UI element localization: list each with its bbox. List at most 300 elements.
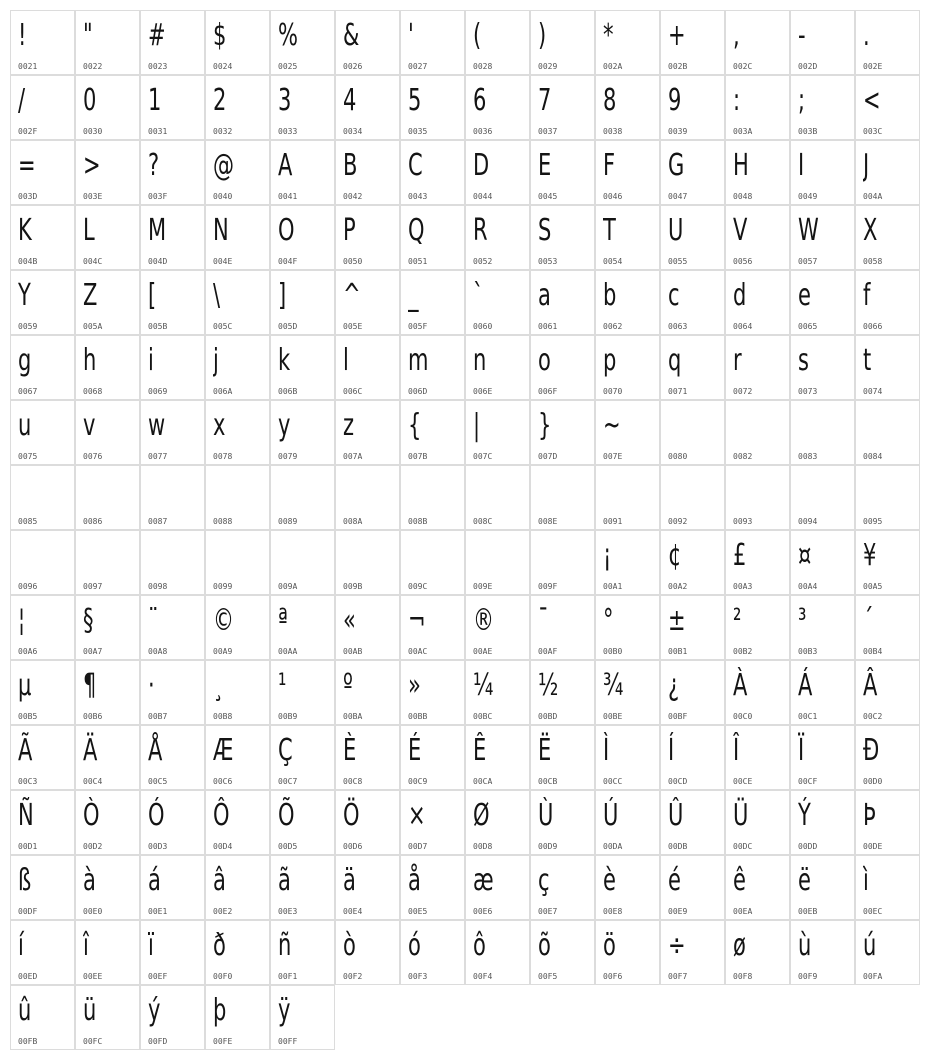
glyph-cell [660, 530, 725, 595]
glyph-sample: Ï [798, 733, 805, 768]
glyph-codepoint-label: 0038 [603, 127, 623, 136]
glyph-cell [400, 790, 465, 855]
glyph-codepoint-label: 005A [83, 322, 103, 331]
glyph-cell [530, 335, 595, 400]
glyph-sample: ÿ [278, 993, 291, 1028]
glyph-cell [790, 75, 855, 140]
glyph-sample: ¹ [278, 668, 287, 703]
glyph-sample [343, 535, 379, 577]
glyph-sample: Y [18, 278, 31, 313]
glyph-cell [660, 790, 725, 855]
glyph-sample: « [343, 603, 356, 638]
glyph-sample: ¨ [148, 603, 159, 638]
glyph-codepoint-label: 0034 [343, 127, 363, 136]
glyph-codepoint-label: 003A [733, 127, 753, 136]
glyph-cell [725, 400, 790, 465]
glyph-codepoint-label: 002D [798, 62, 818, 71]
glyph-codepoint-label: 00AA [278, 647, 298, 656]
glyph-codepoint-label: 00E2 [213, 907, 233, 916]
glyph-codepoint-label: 00B3 [798, 647, 818, 656]
glyph-codepoint-label: 0058 [863, 257, 883, 266]
glyph-sample: S [538, 213, 552, 248]
glyph-sample: : [733, 83, 741, 118]
glyph-codepoint-label: 0094 [798, 517, 818, 526]
glyph-sample: þ [213, 993, 227, 1028]
glyph-sample: ý [148, 993, 161, 1028]
glyph-sample [278, 470, 314, 512]
glyph-cell [725, 725, 790, 790]
glyph-cell [400, 725, 465, 790]
glyph-cell [205, 75, 270, 140]
glyph-cell [75, 530, 140, 595]
glyph-sample: " [83, 18, 93, 53]
glyph-sample: ± [668, 603, 686, 638]
glyph-cell [595, 725, 660, 790]
glyph-cell [855, 660, 920, 725]
glyph-codepoint-label: 00F6 [603, 972, 623, 981]
glyph-sample: ½ [538, 668, 559, 703]
glyph-sample: ¢ [668, 538, 682, 573]
glyph-sample: Ê [473, 733, 487, 768]
glyph-sample: ? [148, 148, 160, 183]
glyph-cell [790, 855, 855, 920]
glyph-codepoint-label: 0092 [668, 517, 688, 526]
glyph-codepoint-label: 008A [343, 517, 363, 526]
glyph-sample: _ [408, 278, 419, 313]
glyph-sample: 0 [83, 83, 97, 118]
glyph-codepoint-label: 0069 [148, 387, 168, 396]
glyph-codepoint-label: 00D4 [213, 842, 233, 851]
glyph-codepoint-label: 00F5 [538, 972, 558, 981]
glyph-cell [10, 855, 75, 920]
glyph-sample: U [668, 213, 684, 248]
glyph-codepoint-label: 0055 [668, 257, 688, 266]
glyph-codepoint-label: 0064 [733, 322, 753, 331]
glyph-sample: E [538, 148, 552, 183]
glyph-cell [855, 10, 920, 75]
glyph-sample: Ä [83, 733, 98, 768]
glyph-sample: ¾ [603, 668, 624, 703]
glyph-cell [660, 140, 725, 205]
glyph-sample: ÷ [668, 928, 686, 963]
glyph-codepoint-label: 00C4 [83, 777, 103, 786]
glyph-sample [538, 470, 574, 512]
glyph-sample [603, 470, 639, 512]
glyph-cell [595, 465, 660, 530]
glyph-sample: f [863, 278, 871, 313]
glyph-sample: û [18, 993, 32, 1028]
glyph-sample: ] [278, 278, 287, 313]
glyph-cell [855, 725, 920, 790]
glyph-codepoint-label: 00B5 [18, 712, 38, 721]
glyph-codepoint-label: 00CD [668, 777, 688, 786]
glyph-codepoint-label: 007E [603, 452, 623, 461]
glyph-cell [790, 660, 855, 725]
glyph-sample: ä [343, 863, 356, 898]
glyph-cell [140, 400, 205, 465]
glyph-codepoint-label: 00C5 [148, 777, 168, 786]
glyph-cell [400, 400, 465, 465]
glyph-cell [335, 75, 400, 140]
glyph-codepoint-label: 00C0 [733, 712, 753, 721]
glyph-codepoint-label: 006D [408, 387, 428, 396]
glyph-sample: È [343, 733, 357, 768]
glyph-sample: ê [733, 863, 746, 898]
glyph-sample: Ö [343, 798, 360, 833]
glyph-cell [725, 335, 790, 400]
glyph-codepoint-label: 0088 [213, 517, 233, 526]
glyph-sample [408, 535, 444, 577]
glyph-codepoint-label: 00CC [603, 777, 623, 786]
glyph-sample: á [148, 863, 161, 898]
glyph-codepoint-label: 00D7 [408, 842, 428, 851]
glyph-codepoint-label: 004E [213, 257, 233, 266]
glyph-codepoint-label: 002A [603, 62, 623, 71]
glyph-cell [10, 205, 75, 270]
glyph-sample: D [473, 148, 490, 183]
glyph-sample: C [408, 148, 423, 183]
glyph-codepoint-label: 0039 [668, 127, 688, 136]
glyph-sample: ñ [278, 928, 292, 963]
glyph-cell [205, 205, 270, 270]
glyph-sample [473, 470, 509, 512]
glyph-codepoint-label: 0076 [83, 452, 103, 461]
glyph-sample [798, 405, 834, 447]
glyph-cell [400, 660, 465, 725]
glyph-sample: × [408, 798, 426, 833]
glyph-sample: % [278, 18, 298, 53]
glyph-cell [595, 855, 660, 920]
glyph-sample: ¥ [863, 538, 877, 573]
glyph-cell [75, 985, 140, 1050]
glyph-sample: ¯ [538, 603, 549, 638]
glyph-cell [205, 140, 270, 205]
glyph-cell [530, 270, 595, 335]
glyph-cell [400, 10, 465, 75]
glyph-codepoint-label: 00F7 [668, 972, 688, 981]
glyph-codepoint-label: 0054 [603, 257, 623, 266]
glyph-sample: I [798, 148, 805, 183]
glyph-sample: © [213, 603, 234, 638]
glyph-cell [595, 920, 660, 985]
glyph-codepoint-label: 004A [863, 192, 883, 201]
glyph-cell [465, 855, 530, 920]
glyph-cell [530, 530, 595, 595]
glyph-sample: Ã [18, 733, 33, 768]
glyph-sample: Ç [278, 733, 293, 768]
glyph-sample: Ü [733, 798, 749, 833]
glyph-cell [205, 530, 270, 595]
glyph-sample: , [733, 18, 740, 53]
glyph-cell [790, 335, 855, 400]
glyph-sample: @ [213, 148, 234, 183]
glyph-cell [75, 660, 140, 725]
glyph-cell [140, 465, 205, 530]
glyph-sample: $ [213, 18, 227, 53]
glyph-cell [140, 205, 205, 270]
glyph-codepoint-label: 0068 [83, 387, 103, 396]
glyph-cell [75, 75, 140, 140]
glyph-cell [595, 140, 660, 205]
glyph-cell [530, 140, 595, 205]
glyph-cell [595, 335, 660, 400]
glyph-cell [530, 75, 595, 140]
glyph-sample: Ø [473, 798, 490, 833]
glyph-cell [270, 400, 335, 465]
glyph-codepoint-label: 0061 [538, 322, 558, 331]
glyph-cell [140, 140, 205, 205]
glyph-cell [530, 10, 595, 75]
glyph-sample: º [343, 668, 353, 703]
glyph-sample: B [343, 148, 358, 183]
glyph-cell [465, 270, 530, 335]
glyph-codepoint-label: 0082 [733, 452, 753, 461]
glyph-sample: ~ [603, 408, 621, 443]
glyph-codepoint-label: 0037 [538, 127, 558, 136]
glyph-cell [465, 335, 530, 400]
glyph-sample: æ [473, 863, 494, 898]
glyph-cell [725, 205, 790, 270]
glyph-cell [790, 400, 855, 465]
glyph-cell [465, 465, 530, 530]
glyph-cell [595, 10, 660, 75]
glyph-codepoint-label: 00FA [863, 972, 883, 981]
glyph-cell [75, 140, 140, 205]
glyph-codepoint-label: 00AF [538, 647, 558, 656]
glyph-codepoint-label: 00BA [343, 712, 363, 721]
glyph-cell [205, 595, 270, 660]
glyph-sample: O [278, 213, 295, 248]
glyph-sample: < [863, 83, 881, 118]
glyph-codepoint-label: 00EF [148, 972, 168, 981]
glyph-cell [790, 595, 855, 660]
glyph-codepoint-label: 00EC [863, 907, 883, 916]
glyph-codepoint-label: 0022 [83, 62, 103, 71]
glyph-codepoint-label: 007A [343, 452, 363, 461]
glyph-sample: Å [148, 733, 163, 768]
glyph-cell [75, 920, 140, 985]
glyph-cell [465, 660, 530, 725]
glyph-sample: Ú [603, 798, 619, 833]
glyph-sample: Á [798, 668, 813, 703]
glyph-sample [213, 470, 249, 512]
glyph-codepoint-label: 00BB [408, 712, 428, 721]
glyph-sample: 2 [213, 83, 227, 118]
glyph-codepoint-label: 0075 [18, 452, 38, 461]
glyph-sample: ø [733, 928, 746, 963]
glyph-cell [855, 270, 920, 335]
glyph-cell [205, 270, 270, 335]
glyph-sample: µ [18, 668, 32, 703]
glyph-codepoint-label: 0032 [213, 127, 233, 136]
glyph-codepoint-label: 0074 [863, 387, 883, 396]
glyph-cell [790, 465, 855, 530]
glyph-sample: a [538, 278, 551, 313]
glyph-sample: Æ [213, 733, 234, 768]
glyph-codepoint-label: 008E [538, 517, 558, 526]
glyph-codepoint-label: 00E6 [473, 907, 493, 916]
glyph-sample: À [733, 668, 748, 703]
glyph-codepoint-label: 00DD [798, 842, 818, 851]
glyph-cell [75, 595, 140, 660]
glyph-codepoint-label: 005B [148, 322, 168, 331]
glyph-sample: 1 [148, 83, 162, 118]
glyph-cell [855, 400, 920, 465]
glyph-sample: ^ [343, 278, 361, 313]
glyph-codepoint-label: 0049 [798, 192, 818, 201]
glyph-sample: ï [148, 928, 154, 963]
glyph-cell [595, 205, 660, 270]
glyph-codepoint-label: 00A6 [18, 647, 38, 656]
glyph-codepoint-label: 0045 [538, 192, 558, 201]
glyph-cell [140, 790, 205, 855]
glyph-cell [530, 855, 595, 920]
glyph-sample: Ý [798, 798, 811, 833]
glyph-codepoint-label: 0043 [408, 192, 428, 201]
glyph-cell [75, 725, 140, 790]
glyph-codepoint-label: 00E3 [278, 907, 298, 916]
glyph-sample: Z [83, 278, 98, 313]
glyph-sample [148, 535, 184, 577]
glyph-codepoint-label: 009A [278, 582, 298, 591]
glyph-sample: J [863, 148, 870, 183]
glyph-cell [10, 140, 75, 205]
glyph-codepoint-label: 00F3 [408, 972, 428, 981]
glyph-sample: x [213, 408, 226, 443]
glyph-chart-grid [10, 10, 920, 1050]
glyph-codepoint-label: 002B [668, 62, 688, 71]
glyph-cell [335, 465, 400, 530]
glyph-cell [10, 270, 75, 335]
glyph-cell [595, 660, 660, 725]
glyph-sample: 4 [343, 83, 357, 118]
glyph-cell [725, 920, 790, 985]
glyph-sample: ) [538, 18, 547, 53]
glyph-sample [863, 470, 899, 512]
glyph-codepoint-label: 009C [408, 582, 428, 591]
glyph-cell [205, 790, 270, 855]
glyph-sample [148, 470, 184, 512]
glyph-codepoint-label: 002F [18, 127, 38, 136]
glyph-sample: r [733, 343, 742, 378]
glyph-sample: V [733, 213, 748, 248]
glyph-sample: è [603, 863, 616, 898]
glyph-sample: ß [18, 863, 32, 898]
glyph-sample [343, 470, 379, 512]
glyph-cell [660, 400, 725, 465]
glyph-codepoint-label: 00B2 [733, 647, 753, 656]
glyph-codepoint-label: 00CA [473, 777, 493, 786]
glyph-codepoint-label: 00D9 [538, 842, 558, 851]
glyph-sample: ® [473, 603, 494, 638]
glyph-cell [530, 660, 595, 725]
glyph-codepoint-label: 00ED [18, 972, 38, 981]
glyph-cell [270, 530, 335, 595]
glyph-cell [140, 985, 205, 1050]
glyph-cell [10, 10, 75, 75]
glyph-sample: ² [733, 603, 742, 638]
glyph-codepoint-label: 00C9 [408, 777, 428, 786]
glyph-cell [530, 400, 595, 465]
glyph-sample: h [83, 343, 97, 378]
glyph-codepoint-label: 007B [408, 452, 428, 461]
glyph-sample: t [863, 343, 872, 378]
glyph-cell [790, 10, 855, 75]
glyph-sample: z [343, 408, 355, 443]
glyph-cell [465, 75, 530, 140]
glyph-sample: k [278, 343, 291, 378]
glyph-sample: ù [798, 928, 812, 963]
glyph-sample: n [473, 343, 487, 378]
glyph-codepoint-label: 00D8 [473, 842, 493, 851]
glyph-cell [270, 205, 335, 270]
glyph-sample: ¦ [18, 603, 26, 638]
glyph-codepoint-label: 003B [798, 127, 818, 136]
glyph-cell [790, 920, 855, 985]
glyph-sample [278, 535, 314, 577]
glyph-codepoint-label: 0056 [733, 257, 753, 266]
glyph-sample: ` [473, 278, 484, 313]
glyph-cell [140, 530, 205, 595]
glyph-sample: e [798, 278, 811, 313]
glyph-codepoint-label: 0059 [18, 322, 38, 331]
glyph-sample: > [83, 148, 101, 183]
glyph-codepoint-label: 0093 [733, 517, 753, 526]
glyph-sample: G [668, 148, 685, 183]
glyph-codepoint-label: 004F [278, 257, 298, 266]
glyph-cell [660, 855, 725, 920]
glyph-cell [725, 140, 790, 205]
glyph-cell [400, 75, 465, 140]
glyph-cell [855, 855, 920, 920]
glyph-cell [335, 400, 400, 465]
glyph-cell [75, 400, 140, 465]
glyph-codepoint-label: 00FB [18, 1037, 38, 1046]
glyph-codepoint-label: 00B7 [148, 712, 168, 721]
glyph-sample: g [18, 343, 32, 378]
glyph-cell [595, 530, 660, 595]
glyph-codepoint-label: 005E [343, 322, 363, 331]
glyph-cell [335, 595, 400, 660]
glyph-sample: Ô [213, 798, 230, 833]
glyph-codepoint-label: 00F8 [733, 972, 753, 981]
glyph-sample: | [473, 408, 481, 443]
glyph-codepoint-label: 0066 [863, 322, 883, 331]
glyph-sample: = [18, 148, 36, 183]
glyph-codepoint-label: 0044 [473, 192, 493, 201]
glyph-cell [790, 205, 855, 270]
glyph-codepoint-label: 00DE [863, 842, 883, 851]
glyph-codepoint-label: 0057 [798, 257, 818, 266]
glyph-codepoint-label: 0027 [408, 62, 428, 71]
glyph-sample: § [83, 603, 94, 638]
glyph-cell [270, 465, 335, 530]
glyph-codepoint-label: 00BE [603, 712, 623, 721]
glyph-codepoint-label: 00A1 [603, 582, 623, 591]
glyph-cell [530, 595, 595, 660]
glyph-sample: ! [18, 18, 27, 53]
glyph-codepoint-label: 00AB [343, 647, 363, 656]
glyph-cell [725, 855, 790, 920]
glyph-cell [465, 790, 530, 855]
glyph-cell [725, 75, 790, 140]
glyph-codepoint-label: 0087 [148, 517, 168, 526]
glyph-codepoint-label: 00B4 [863, 647, 883, 656]
glyph-codepoint-label: 0070 [603, 387, 623, 396]
glyph-cell [10, 920, 75, 985]
glyph-cell [400, 270, 465, 335]
glyph-codepoint-label: 0098 [148, 582, 168, 591]
